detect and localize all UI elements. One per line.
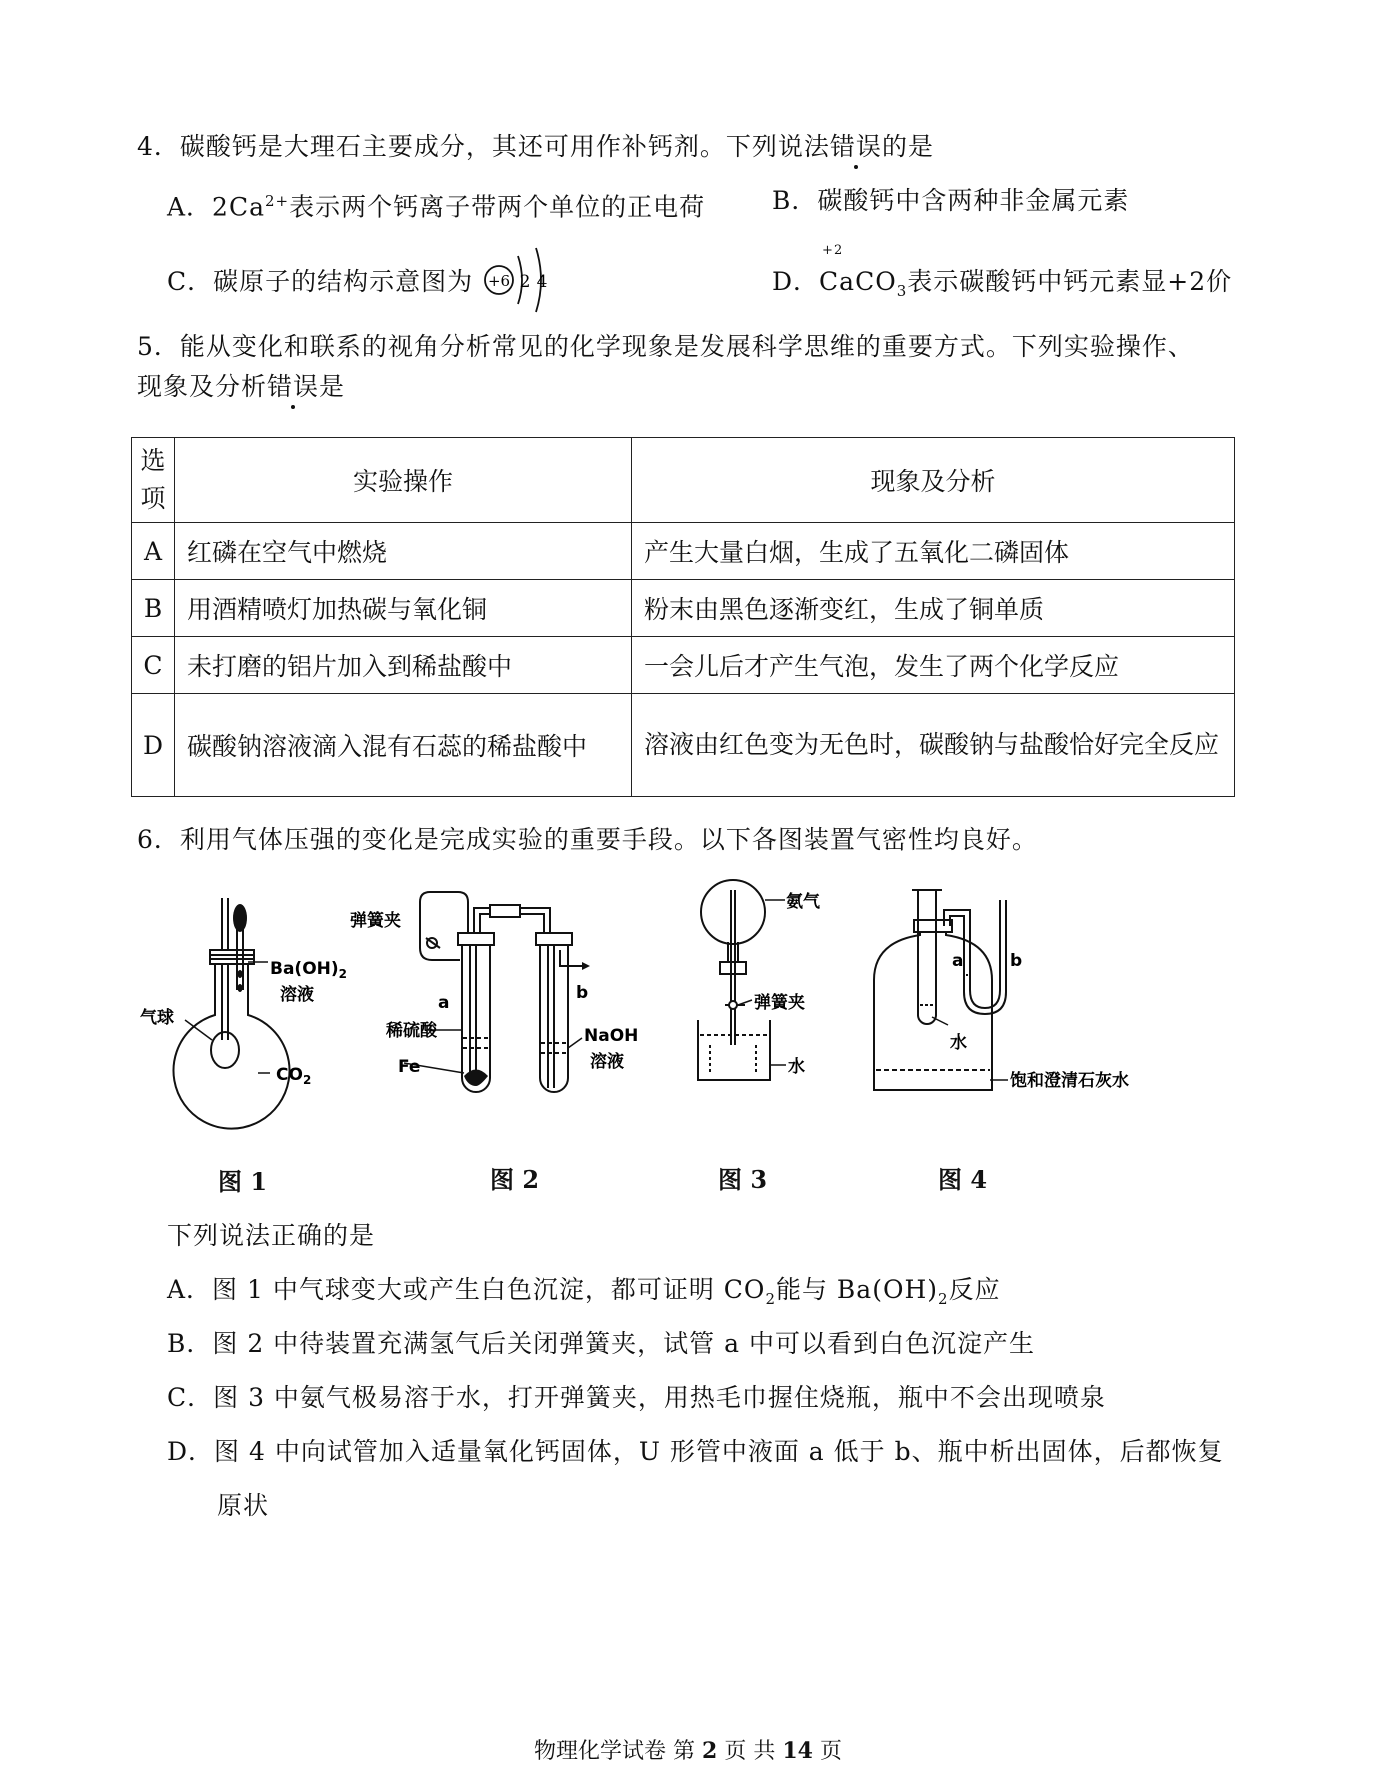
q5-stem-line1: 5．能从变化和联系的视角分析常见的化学现象是发展科学思维的重要方式。下列实验操作、 <box>137 332 1194 361</box>
nucleus-charge: +6 <box>487 272 511 290</box>
figure-2-caption: 图 2 <box>490 1165 540 1194</box>
q6-option-d-line2: 原状 <box>217 1491 270 1520</box>
q4-option-c: C．碳原子的结构示意图为 <box>167 267 474 296</box>
tube-a-label: a <box>438 993 450 1013</box>
page-number: 2 <box>702 1738 718 1764</box>
level-b-label: b <box>1010 951 1023 971</box>
q6-option-a: A．图 1 中气球变大或产生白色沉淀，都可证明 $CO_2$能与 $Ba(OH)_2$反应 <box>167 1275 1001 1308</box>
q6-option-c: C．图 3 中氨气极易溶于水，打开弹簧夹，用热毛巾握住烧瓶，瓶中不会出现喷泉 <box>167 1383 1106 1412</box>
water-label: 水 <box>950 1033 967 1053</box>
figure-4-apparatus <box>860 880 1150 1100</box>
row-option: A <box>132 523 175 580</box>
valence-mark: +2 <box>822 243 844 258</box>
row-option: D <box>132 694 175 797</box>
q6-option-b: B．图 2 中待装置充满氢气后关闭弹簧夹，试管 a 中可以看到白色沉淀产生 <box>167 1329 1035 1358</box>
row-result: 粉末由黑色逐渐变红，生成了铜单质 <box>632 580 1235 637</box>
iron-label: Fe <box>398 1057 421 1077</box>
table-row <box>132 694 1235 797</box>
row-option: C <box>132 637 175 694</box>
table-header-row <box>132 438 1235 523</box>
row-operation: 用酒精喷灯加热碳与氧化铜 <box>175 580 632 637</box>
q6-prompt: 下列说法正确的是 <box>167 1221 376 1250</box>
q6-option-d-line1: D．图 4 中向试管加入适量氧化钙固体，U 形管中液面 a 低于 b、瓶中析出固体，后都恢复 <box>167 1437 1224 1466</box>
page-footer: 物理化学试卷 第 2 页 共 14 页 <box>534 1738 842 1764</box>
q5-stem-line2: 现象及分析错误是 <box>137 372 346 401</box>
carbon-atom-diagram <box>478 242 558 316</box>
figure-1-apparatus <box>140 890 370 1130</box>
limewater-label: 饱和澄清石灰水 <box>1010 1071 1129 1091</box>
baoh2-label: $Ba(OH)_2$ <box>270 959 348 981</box>
outlet-b-label: b <box>576 983 589 1003</box>
row-result: 一会儿后才产生气泡，发生了两个化学反应 <box>632 637 1235 694</box>
row-operation: 碳酸钠溶液滴入混有石蕊的稀盐酸中 <box>175 694 632 797</box>
level-a-label: a <box>952 951 964 971</box>
electron-shell-1: 2 <box>519 272 531 292</box>
header-option: 选 项 <box>132 438 175 523</box>
ammonia-label: 氨气 <box>786 892 820 912</box>
figure-3-caption: 图 3 <box>718 1165 768 1194</box>
co2-label: $CO_2$ <box>276 1065 312 1087</box>
figure-2-apparatus <box>350 888 660 1108</box>
page-total: 14 <box>782 1738 813 1764</box>
header-operation: 实验操作 <box>175 438 632 523</box>
row-result: 产生大量白烟，生成了五氧化二磷固体 <box>632 523 1235 580</box>
q4-option-b: B．碳酸钙中含两种非金属元素 <box>772 186 1130 215</box>
balloon-label: 气球 <box>140 1008 174 1028</box>
q4-option-d: D． +2 CaCO$_3$表示碳酸钙中钙元素显+2价 <box>772 243 1233 300</box>
header-result: 现象及分析 <box>632 438 1235 523</box>
emphasis-mark: 错误 <box>829 132 882 161</box>
electron-shell-2: 4 <box>536 272 548 292</box>
naoh-label: NaOH <box>584 1026 639 1046</box>
row-operation: 红磷在空气中燃烧 <box>175 523 632 580</box>
water-label: 水 <box>788 1057 805 1077</box>
row-operation: 未打磨的铝片加入到稀盐酸中 <box>175 637 632 694</box>
dilute-sulfuric-acid-label: 稀硫酸 <box>386 1021 437 1041</box>
figure-4-caption: 图 4 <box>938 1165 988 1194</box>
table-row <box>132 637 1235 694</box>
q4-stem: 4．碳酸钙是大理石主要成分，其还可用作补钙剂。下列说法错误的是 <box>137 132 934 161</box>
naoh-solution-label: 溶液 <box>590 1052 624 1072</box>
table-row <box>132 523 1235 580</box>
q6-stem: 6．利用气体压强的变化是完成实验的重要手段。以下各图装置气密性均良好。 <box>137 825 1038 854</box>
experiment-table <box>131 437 1235 797</box>
clip-label: 弹簧夹 <box>754 993 805 1013</box>
figure-1-caption: 图 1 <box>218 1167 268 1196</box>
table-row <box>132 580 1235 637</box>
row-option: B <box>132 580 175 637</box>
emphasis-mark: 错误 <box>267 372 320 401</box>
solution-label: 溶液 <box>280 985 314 1005</box>
clip-label: 弹簧夹 <box>350 911 401 931</box>
row-result: 溶液由红色变为无色时，碳酸钠与盐酸恰好完全反应 <box>632 694 1235 797</box>
q4-option-a: A．$2Ca^{2+}$表示两个钙离子带两个单位的正电荷 <box>167 192 706 222</box>
figure-3-apparatus <box>690 870 840 1110</box>
